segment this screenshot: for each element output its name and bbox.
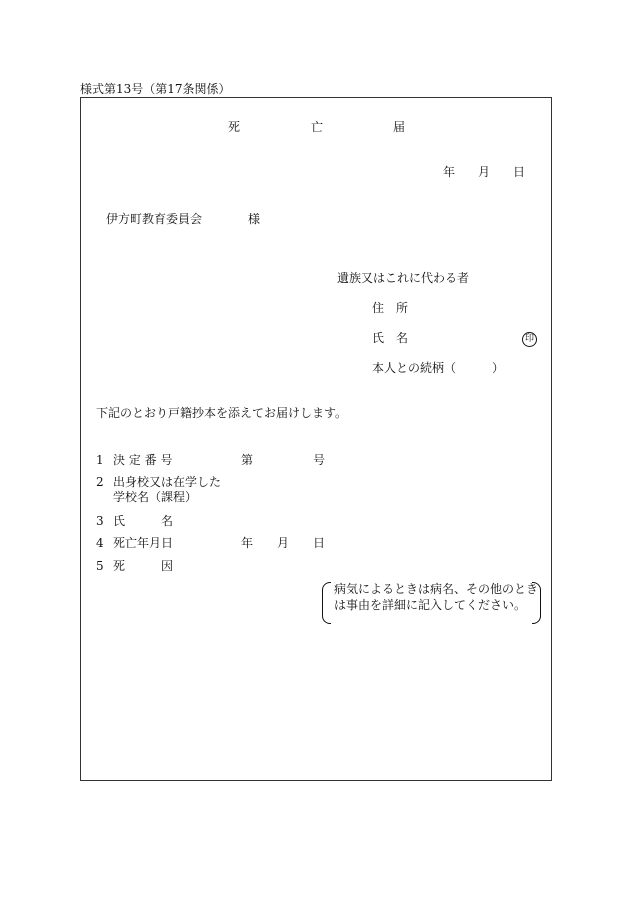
form-number-label: 様式第13号（第17条関係） — [80, 82, 231, 96]
item-1-suffix: 号 — [313, 453, 326, 467]
item-2-number: 2 — [96, 475, 104, 489]
title-char-3: 届 — [393, 120, 406, 134]
item-1-number: 1 — [96, 453, 104, 467]
item-4-number: 4 — [96, 536, 104, 550]
item-1-label: 決 定 番 号 — [113, 453, 173, 467]
item-5-label: 死 因 — [113, 559, 174, 573]
item-4-year: 年 — [241, 536, 254, 550]
item-5-number: 5 — [96, 559, 104, 573]
title-char-2: 亡 — [311, 120, 324, 134]
seal-text: 印 — [522, 332, 537, 347]
seal-mark-icon — [522, 330, 537, 347]
addressee-honorific: 様 — [248, 212, 261, 226]
item-4-day: 日 — [313, 536, 326, 550]
item-4-label: 死亡年月日 — [113, 536, 174, 550]
applicant-heading: 遺族又はこれに代わる者 — [337, 271, 470, 285]
item-3-label: 氏 名 — [113, 514, 174, 528]
title-char-1: 死 — [228, 120, 241, 134]
date-day-label: 日 — [513, 165, 526, 179]
date-year-label: 年 — [443, 165, 456, 179]
item-3-number: 3 — [96, 514, 104, 528]
item-4-month: 月 — [277, 536, 290, 550]
form-frame — [80, 97, 552, 781]
applicant-relation-label: 本人との続柄（ ） — [372, 361, 505, 375]
applicant-address-label: 住 所 — [372, 301, 409, 315]
addressee-name: 伊方町教育委員会 — [106, 212, 203, 226]
item-2-label-line2: 学校名（課程） — [113, 490, 198, 504]
applicant-name-label: 氏 名 — [372, 331, 409, 345]
item-2-label-line1: 出身校又は在学した — [113, 475, 222, 489]
date-month-label: 月 — [478, 165, 491, 179]
item-1-prefix: 第 — [241, 453, 254, 467]
note-line-1: 病気によるときは病名、その他のとき — [334, 582, 539, 596]
note-line-2: は事由を詳細に記入してください。 — [334, 598, 527, 612]
note-bracket-left — [322, 582, 331, 624]
intro-text: 下記のとおり戸籍抄本を添えてお届けします。 — [96, 406, 348, 420]
